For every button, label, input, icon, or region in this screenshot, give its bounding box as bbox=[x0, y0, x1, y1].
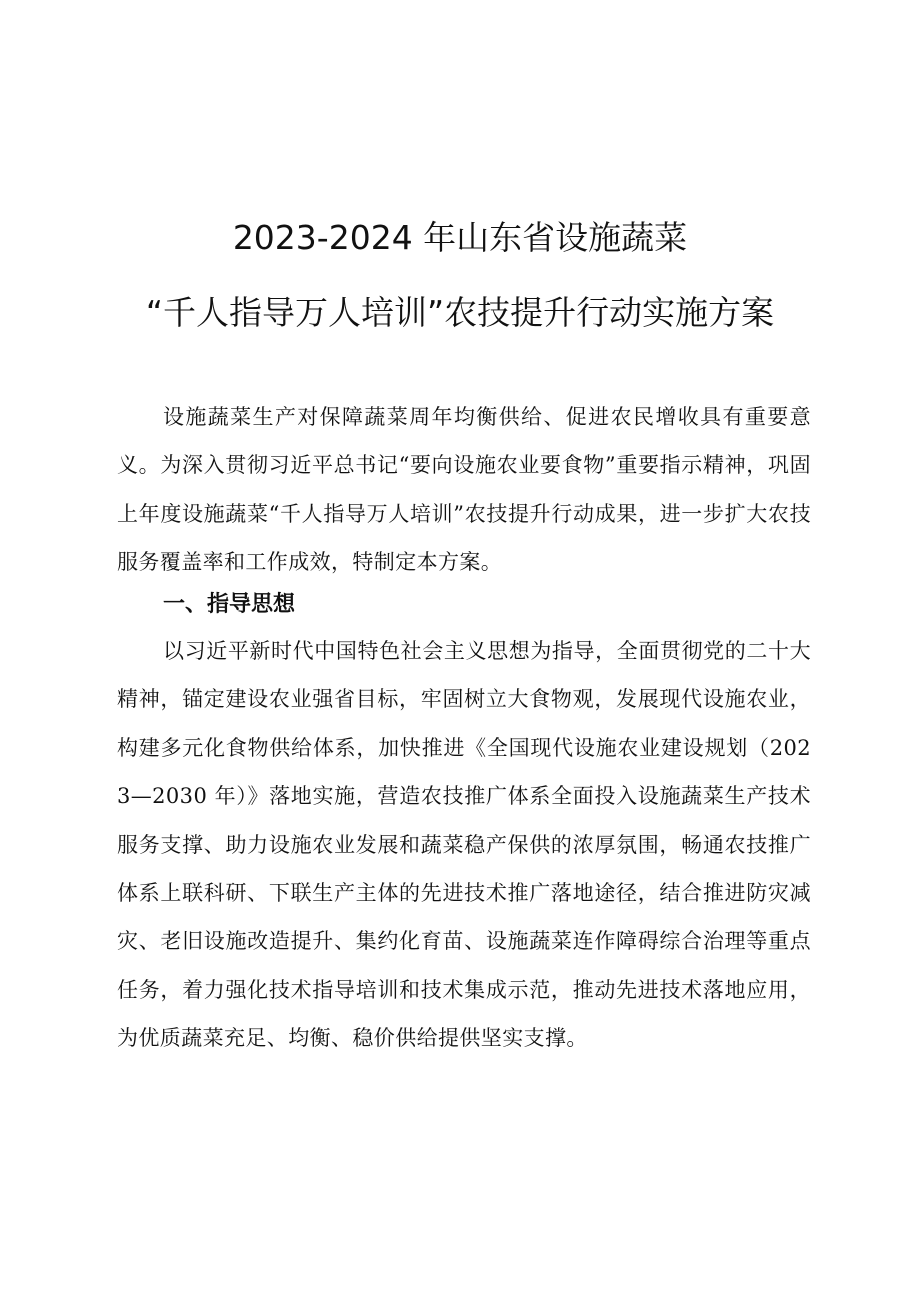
intro-paragraph: 设施蔬菜生产对保障蔬菜周年均衡供给、促进农民增收具有重要意义。为深入贯彻习近平总书记“要向设施农业要食物”重要指示精神，巩固上年度设施蔬菜“千人指导万人培训”农技提升行动成果，进一步扩大农技服务覆盖率和工作成效，特制定本方案。 bbox=[117, 405, 811, 575]
guiding-thought-paragraph: 以习近平新时代中国特色社会主义思想为指导，全面贯彻党的二十大精神，锚定建设农业强省目标，牢固树立大食物观，发展现代设施农业，构建多元化食物供给体系，加快推进《全国现代设施农业建设规划（2023—2030 年）》落地实施，营造农技推广体系全面投入设施蔬菜生产技术服务支撑、助力设施农业发展和蔬菜稳产保供的浓厚氛围，畅通农技推广体系上联科研、下联生产主体的先进技术推广落地途径，结合推进防灾减灾、老旧设施改造提升、集约化育苗、设施蔬菜连作障碍综合治理等重点任务，着力强化技术指导培训和技术集成示范，推动先进技术落地应用，为优质蔬菜充足、均衡、稳价供给提供坚实支撑。 bbox=[117, 639, 811, 1051]
document-title-line-2: “千人指导万人培训”农技提升行动实施方案 bbox=[145, 293, 775, 332]
section-heading-guiding-thought: 一、指导思想 bbox=[163, 592, 296, 617]
document-title-line-1: 2023-2024 年山东省设施蔬菜 bbox=[232, 218, 688, 257]
